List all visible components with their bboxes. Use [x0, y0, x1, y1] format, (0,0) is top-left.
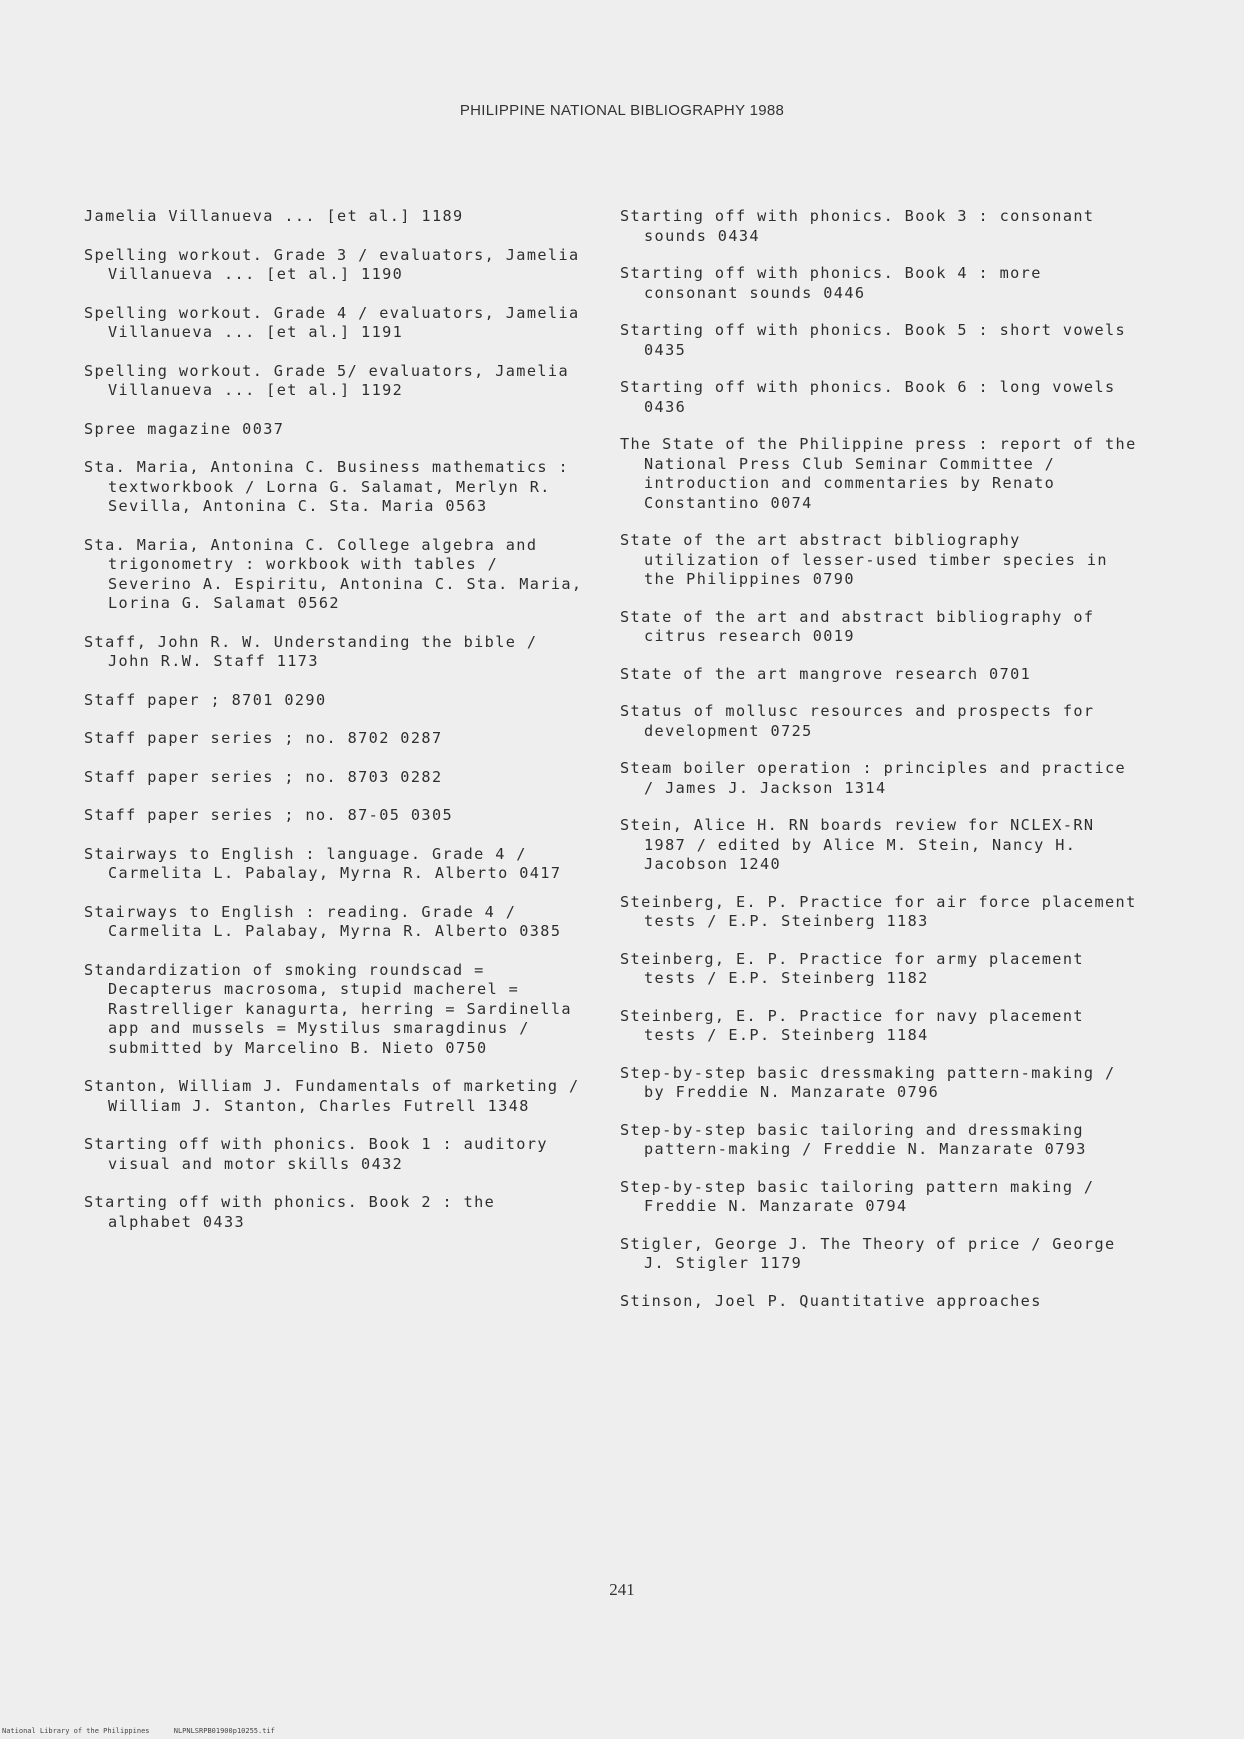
page-header	[0, 102, 1244, 119]
bibliography-entry: Spelling workout. Grade 4 / evaluators, Jamelia Villanueva ... [et al.] 1191	[84, 303, 580, 341]
bibliography-entry: Steinberg, E. P. Practice for army placement tests / E.P. Steinberg 1182	[620, 949, 1084, 987]
bibliography-entry: Stein, Alice H. RN boards review for NCLEX-RN 1987 / edited by Alice M. Stein, Nancy H. Jacobson 1240	[620, 816, 1095, 873]
bibliography-entry: Starting off with phonics. Book 5 : short vowels 0435	[620, 321, 1127, 359]
bibliography-entry: Sta. Maria, Antonina C. College algebra and trigonometry : workbook with tables / Severino A. Espiritu, Antonina C. Sta. Maria, Lorina G. Salamat 0562	[84, 535, 583, 612]
bibliography-entry: Stairways to English : reading. Grade 4 / Carmelita L. Palabay, Myrna R. Alberto 0385	[84, 902, 562, 940]
bibliography-entry: Standardization of smoking roundscad = Decapterus macrosoma, stupid macherel = Rastrelliger kanagurta, herring = Sardinella app and mussels = Mystilus smaragdinus / submitted by Marcelino B. Nieto 0750	[84, 960, 572, 1057]
bibliography-entry: Step-by-step basic dressmaking pattern-making / by Freddie N. Manzarate 0796	[620, 1063, 1116, 1101]
bibliography-entry: Stinson, Joel P. Quantitative approaches	[620, 1291, 1042, 1310]
footer-file-id: NLPNLSRPB01900p10255.tif	[173, 1727, 275, 1735]
bibliography-entry: State of the art abstract bibliography utilization of lesser-used timber species in the Philippines 0790	[620, 531, 1108, 588]
bibliography-entry: Staff paper ; 8701 0290	[84, 690, 327, 709]
bibliography-entry: Steinberg, E. P. Practice for air force placement tests / E.P. Steinberg 1183	[620, 892, 1137, 930]
bibliography-entry: Jamelia Villanueva ... [et al.] 1189	[84, 207, 464, 225]
scan-footer	[2, 1727, 295, 1735]
bibliography-entry: Staff paper series ; no. 8703 0282	[84, 767, 443, 786]
bibliography-entry: Step-by-step basic tailoring pattern making / Freddie N. Manzarate 0794	[620, 1177, 1095, 1215]
bibliography-entry: Stairways to English : language. Grade 4 / Carmelita L. Pabalay, Myrna R. Alberto 0417	[84, 844, 562, 882]
bibliography-entry: Staff paper series ; no. 8702 0287	[84, 729, 443, 747]
bibliography-entry: Starting off with phonics. Book 3 : consonant sounds 0434	[620, 207, 1095, 245]
bibliography-entry: Starting off with phonics. Book 4 : more consonant sounds 0446	[620, 264, 1042, 302]
bibliography-entry: Staff, John R. W. Understanding the bible / John R.W. Staff 1173	[84, 632, 538, 670]
bibliography-entry: Stigler, George J. The Theory of price / George J. Stigler 1179	[620, 1234, 1116, 1272]
bibliography-entry: Steam boiler operation : principles and practice / James J. Jackson 1314	[620, 759, 1127, 797]
right-column	[620, 207, 1140, 1329]
bibliography-entry: Spelling workout. Grade 3 / evaluators, Jamelia Villanueva ... [et al.] 1190	[84, 245, 580, 283]
bibliography-entry: Spree magazine 0037	[84, 419, 285, 438]
bibliography-entry: State of the art and abstract bibliography of citrus research 0019	[620, 607, 1095, 645]
bibliography-title: PHILIPPINE NATIONAL BIBLIOGRAPHY 1988	[459, 102, 785, 119]
left-column	[84, 207, 584, 1251]
bibliography-entry: The State of the Philippine press : report of the National Press Club Seminar Committee / introduction and commentaries by Renato Constantino 0074	[620, 435, 1137, 512]
bibliography-entry: Stanton, William J. Fundamentals of marketing / William J. Stanton, Charles Futrell 1348	[84, 1077, 580, 1115]
bibliography-entry: Spelling workout. Grade 5/ evaluators, Jamelia Villanueva ... [et al.] 1192	[84, 361, 570, 399]
page-number: 241	[609, 1580, 635, 1599]
bibliography-entry: Staff paper series ; no. 87-05 0305	[84, 806, 454, 824]
bibliography-entry: State of the art mangrove research 0701	[620, 664, 1032, 683]
bibliography-entry: Starting off with phonics. Book 2 : the alphabet 0433	[84, 1193, 496, 1231]
bibliography-entry: Starting off with phonics. Book 1 : auditory visual and motor skills 0432	[84, 1135, 548, 1173]
footer-institution: National Library of the Philippines	[2, 1727, 150, 1735]
bibliography-entry: Step-by-step basic tailoring and dressmaking pattern-making / Freddie N. Manzarate 0793	[620, 1120, 1087, 1158]
bibliography-entry: Sta. Maria, Antonina C. Business mathematics : textworkbook / Lorna G. Salamat, Merlyn R. Sevilla, Antonina C. Sta. Maria 0563	[84, 458, 570, 515]
bibliography-entry: Status of mollusc resources and prospects for development 0725	[620, 702, 1095, 740]
bibliography-entry: Starting off with phonics. Book 6 : long vowels 0436	[620, 378, 1116, 416]
bibliography-entry: Steinberg, E. P. Practice for navy placement tests / E.P. Steinberg 1184	[620, 1006, 1084, 1044]
